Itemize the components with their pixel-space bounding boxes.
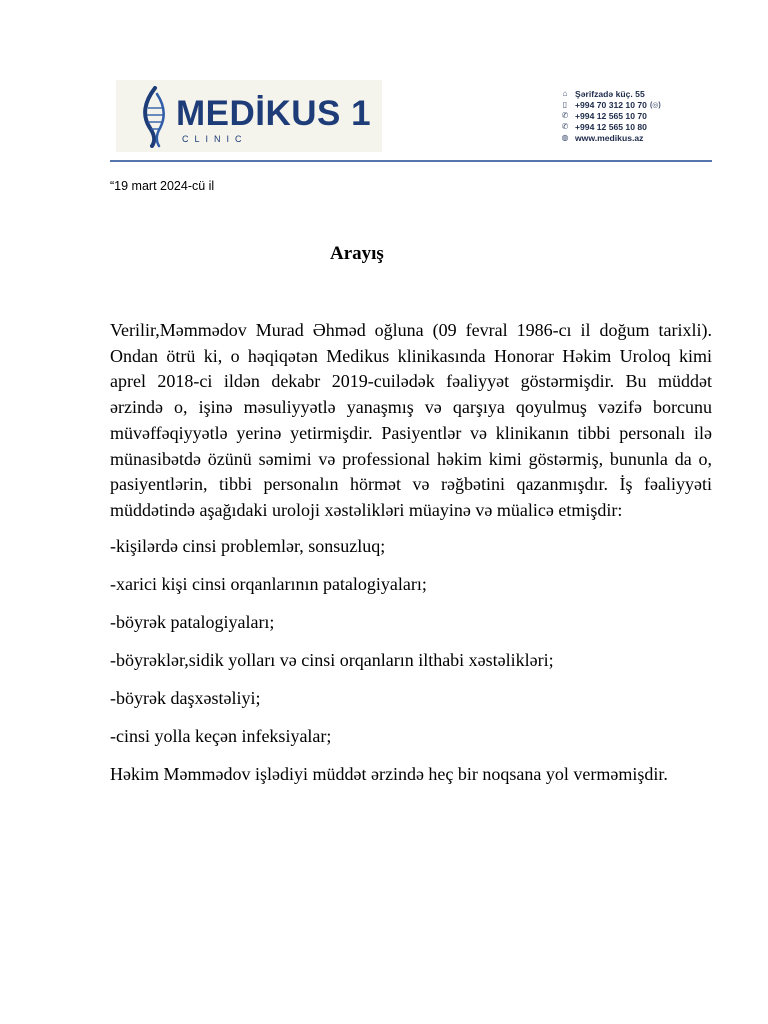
phone-icon: ✆ [561, 122, 569, 131]
dna-helix-icon [138, 86, 172, 148]
list-item: -böyrəklər,sidik yolları və cinsi orqanların ilthabi xəstəlikləri; [110, 649, 554, 670]
clinic-logo [116, 80, 382, 152]
contact-list [560, 88, 712, 143]
list-item: -böyrək patalogiyaları; [110, 611, 275, 632]
list-item: -cinsi yolla keçən infeksiyalar; [110, 725, 332, 746]
list-item: -xarici kişi cinsi orqanlarının patalogiyaları; [110, 573, 427, 594]
document-title: Arayış [330, 243, 384, 264]
contact-website [560, 132, 712, 143]
home-icon: ⌂ [562, 89, 568, 98]
phone-icon: ✆ [561, 111, 569, 120]
document-date: “19 mart 2024-cü il [110, 179, 215, 193]
logo-subtitle: CLINIC [182, 134, 248, 144]
list-item: -böyrək daşxəstəliyi; [110, 687, 261, 708]
diagnosis-list [110, 534, 712, 750]
contact-address-text: Şərifzadə küç. 55 [575, 88, 645, 99]
contact-phone-1-text: +994 12 565 10 70 [575, 110, 647, 121]
logo-name: MEDİKUS 1 [176, 94, 372, 133]
header-divider [110, 160, 712, 162]
contact-mobile [560, 99, 712, 110]
intro-paragraph: Verilir,Məmmədov Murad Əhməd oğluna (09 fevral 1986-cı il doğum tarixli). Ondan ötrü ki, o həqiqətən Medikus klinikasında Honorar Həkim Uroloq kimi aprel 2018-ci ildən dekabr 2019-cuilədək fəaliyyət göstərmişdir. Bu müddət ərzində o, işinə məsuliyyətlə yanaşmış və qarşıya qoyulmuş vəzifə borcunu müvəffəqiyyətlə yerinə yetirmişdir. Pasiyentlər və klinikanın tibbi personalı ilə münasibətdə özünü səmimi və professional həkim kimi göstərmiş, bununla da o, pasiyentlərin, tibbi personalın hörmət və rəğbətini qazanmışdır. İş fəaliyyəti müddətində aşağıdaki uroloji xəstəlikləri müayinə və müalicə etmişdir: [110, 320, 712, 520]
document-body [110, 318, 712, 787]
contact-phone-2-text: +994 12 565 10 80 [575, 121, 647, 132]
globe-icon: ◍ [561, 133, 569, 142]
contact-address [560, 88, 712, 99]
whatsapp-icon: (◎) [649, 101, 661, 109]
letterhead [110, 78, 712, 162]
contact-mobile-text: +994 70 312 10 70 [575, 99, 647, 110]
contact-phone-2 [560, 121, 712, 132]
contact-phone-1 [560, 110, 712, 121]
closing-paragraph: Həkim Məmmədov işlədiyi müddət ərzində heç bir noqsana yol verməmişdir. [110, 763, 668, 784]
contact-website-text: www.medikus.az [575, 132, 644, 143]
list-item: -kişilərdə cinsi problemlər, sonsuzluq; [110, 535, 386, 556]
mobile-icon: ▯ [562, 100, 568, 109]
